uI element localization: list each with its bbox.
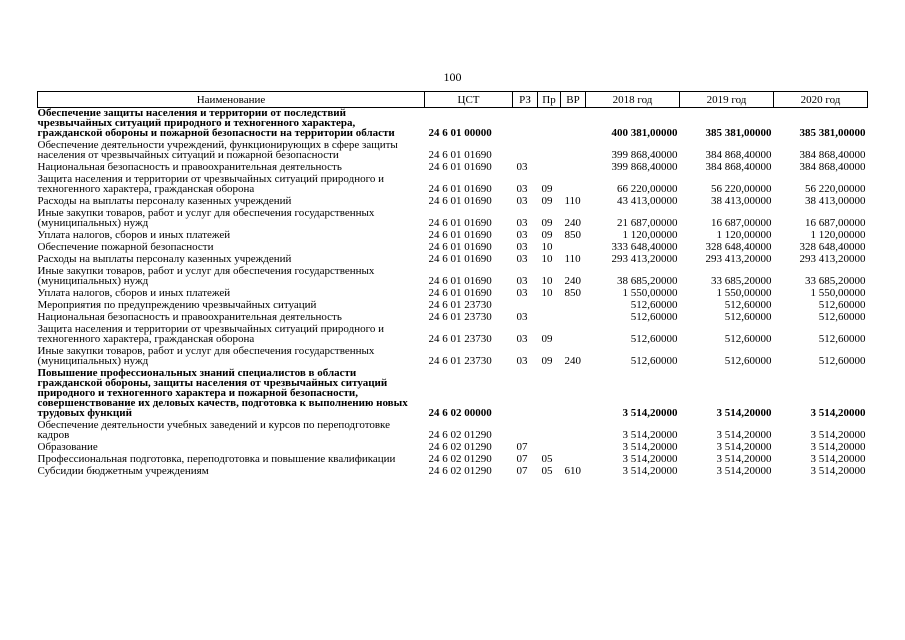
cell-cst: 24 6 02 00000 (428, 407, 492, 419)
cell-2018: 512,60000 (630, 333, 678, 345)
cell-vr (561, 174, 586, 196)
cell-name: Уплата налогов, сборов и иных платежей (37, 229, 231, 241)
cell-2018: 3 514,20000 (622, 441, 678, 453)
table-row (38, 266, 868, 288)
cell-pr: 09 (541, 355, 553, 367)
table-row (38, 346, 868, 368)
cell-2020: 3 514,20000 (810, 441, 866, 453)
cell-pr: 10 (541, 253, 553, 265)
cell-2019: 384 868,40000 (705, 161, 772, 173)
cell-vr (561, 324, 586, 346)
cell-rz: 03 (516, 229, 528, 241)
cell-name: Иные закупки товаров, работ и услуг для обеспечения государственных (муниципальных) нужд (37, 345, 375, 367)
cell-pr: 09 (541, 333, 553, 345)
cell-name: Повышение профессиональных знаний специалистов в области гражданской обороны, защиты населения от чрезвычайных ситуаций природного и техногенного характера и пожарной безопасности, совершенствование их деловых качеств, подготовка к выполнению новых трудовых функций (37, 367, 408, 419)
cell-2020: 3 514,20000 (810, 453, 866, 465)
cell-name: Обеспечение деятельности учреждений, функционирующих в сфере защиты населения от чрезвычайных ситуаций и пожарной безопасности (37, 139, 398, 161)
cell-2018: 43 413,00000 (617, 195, 678, 207)
cell-vr (561, 442, 586, 454)
cell-cst: 24 6 02 01290 (428, 465, 492, 477)
table-header-row (38, 92, 868, 108)
header-vr: ВР (561, 92, 586, 108)
cell-vr (561, 108, 586, 141)
header-cst: ЦСТ (425, 92, 513, 108)
cell-vr (561, 312, 586, 324)
cell-rz (513, 420, 538, 442)
cell-2018: 333 648,40000 (611, 241, 678, 253)
cell-pr (538, 140, 561, 162)
cell-2020: 3 514,20000 (810, 407, 866, 419)
cell-2020: 328 648,40000 (799, 241, 866, 253)
table-row (38, 324, 868, 346)
cell-name: Защита населения и территории от чрезвычайных ситуаций природного и техногенного характера, гражданская оборона (37, 173, 384, 195)
cell-vr: 610 (564, 465, 581, 477)
cell-2020: 512,60000 (818, 355, 866, 367)
cell-name: Обеспечение деятельности учебных заведений и курсов по переподготовке кадров (37, 419, 390, 441)
cell-2020: 38 413,00000 (805, 195, 866, 207)
cell-vr: 240 (564, 217, 581, 229)
cell-name: Обеспечение пожарной безопасности (37, 241, 214, 253)
cell-2018: 399 868,40000 (611, 161, 678, 173)
cell-2020: 384 868,40000 (799, 149, 866, 161)
cell-2019: 1 550,00000 (716, 287, 772, 299)
cell-pr (538, 162, 561, 174)
cell-cst: 24 6 01 01690 (428, 287, 492, 299)
cell-2020: 3 514,20000 (810, 465, 866, 477)
cell-rz: 03 (516, 333, 528, 345)
cell-cst: 24 6 02 01290 (428, 429, 492, 441)
cell-2020: 385 381,00000 (799, 127, 866, 139)
cell-cst: 24 6 01 23730 (428, 355, 492, 367)
cell-2019: 38 413,00000 (711, 195, 772, 207)
cell-cst: 24 6 01 01690 (428, 253, 492, 265)
cell-rz: 03 (516, 287, 528, 299)
cell-2020: 1 550,00000 (810, 287, 866, 299)
cell-rz: 03 (516, 311, 528, 323)
table-body (38, 108, 868, 479)
cell-pr: 09 (541, 195, 553, 207)
table-row (38, 108, 868, 141)
cell-name: Мероприятия по предупреждению чрезвычайных ситуаций (37, 299, 317, 311)
cell-2018: 399 868,40000 (611, 149, 678, 161)
cell-cst: 24 6 01 23730 (428, 299, 492, 311)
cell-2018: 512,60000 (630, 299, 678, 311)
cell-vr: 850 (564, 287, 581, 299)
cell-name: Уплата налогов, сборов и иных платежей (37, 287, 231, 299)
cell-2020: 512,60000 (818, 333, 866, 345)
cell-pr: 09 (541, 229, 553, 241)
cell-name: Профессиональная подготовка, переподготовка и повышение квалификации (37, 453, 396, 465)
cell-vr (561, 368, 586, 420)
cell-2019: 512,60000 (724, 299, 772, 311)
cell-cst: 24 6 01 01690 (428, 241, 492, 253)
cell-vr (561, 300, 586, 312)
cell-2019: 3 514,20000 (716, 429, 772, 441)
table-row (38, 174, 868, 196)
cell-name: Расходы на выплаты персоналу казенных учреждений (37, 195, 292, 207)
table-row (38, 466, 868, 478)
cell-2019: 3 514,20000 (716, 453, 772, 465)
cell-2020: 512,60000 (818, 299, 866, 311)
cell-2019: 56 220,00000 (711, 183, 772, 195)
cell-rz: 07 (516, 453, 528, 465)
cell-2019: 512,60000 (724, 355, 772, 367)
cell-rz: 03 (516, 241, 528, 253)
cell-2018: 3 514,20000 (622, 407, 678, 419)
cell-2020: 512,60000 (818, 311, 866, 323)
cell-2019: 328 648,40000 (705, 241, 772, 253)
cell-2020: 1 120,00000 (810, 229, 866, 241)
cell-pr (538, 312, 561, 324)
header-rz: РЗ (513, 92, 538, 108)
cell-cst: 24 6 02 01290 (428, 453, 492, 465)
cell-name: Образование (37, 441, 98, 453)
cell-2019: 385 381,00000 (705, 127, 772, 139)
cell-rz (513, 368, 538, 420)
table-row (38, 140, 868, 162)
cell-2018: 512,60000 (630, 355, 678, 367)
cell-2018: 512,60000 (630, 311, 678, 323)
cell-pr (538, 368, 561, 420)
cell-vr (561, 162, 586, 174)
cell-name: Расходы на выплаты персоналу казенных учреждений (37, 253, 292, 265)
cell-rz: 03 (516, 253, 528, 265)
cell-pr (538, 300, 561, 312)
cell-2018: 293 413,20000 (611, 253, 678, 265)
cell-vr: 850 (564, 229, 581, 241)
cell-cst: 24 6 01 23730 (428, 333, 492, 345)
cell-rz (513, 108, 538, 141)
cell-rz (513, 140, 538, 162)
cell-2018: 3 514,20000 (622, 429, 678, 441)
cell-rz: 07 (516, 441, 528, 453)
cell-pr: 10 (541, 287, 553, 299)
cell-2019: 3 514,20000 (716, 441, 772, 453)
cell-2018: 1 550,00000 (622, 287, 678, 299)
cell-cst: 24 6 01 01690 (428, 161, 492, 173)
cell-rz: 03 (516, 275, 528, 287)
cell-2019: 512,60000 (724, 333, 772, 345)
cell-2018: 3 514,20000 (622, 465, 678, 477)
cell-cst: 24 6 01 01690 (428, 183, 492, 195)
cell-rz: 03 (516, 217, 528, 229)
cell-2019: 3 514,20000 (716, 407, 772, 419)
cell-2019: 293 413,20000 (705, 253, 772, 265)
cell-pr: 10 (541, 275, 553, 287)
header-2018: 2018 год (586, 92, 680, 108)
cell-cst: 24 6 01 23730 (428, 311, 492, 323)
cell-vr: 110 (564, 253, 581, 265)
cell-2020: 293 413,20000 (799, 253, 866, 265)
cell-cst: 24 6 01 01690 (428, 229, 492, 241)
cell-cst: 24 6 01 00000 (428, 127, 492, 139)
cell-2018: 66 220,00000 (617, 183, 678, 195)
cell-2019: 1 120,00000 (716, 229, 772, 241)
cell-rz: 03 (516, 183, 528, 195)
cell-2020: 56 220,00000 (805, 183, 866, 195)
cell-vr: 240 (564, 355, 581, 367)
cell-2018: 21 687,00000 (617, 217, 678, 229)
cell-vr (561, 420, 586, 442)
cell-rz: 03 (516, 355, 528, 367)
cell-name: Иные закупки товаров, работ и услуг для обеспечения государственных (муниципальных) нужд (37, 207, 375, 229)
cell-2020: 384 868,40000 (799, 161, 866, 173)
cell-pr (538, 420, 561, 442)
page-number: 100 (443, 70, 462, 84)
cell-2020: 33 685,20000 (805, 275, 866, 287)
cell-2018: 3 514,20000 (622, 453, 678, 465)
cell-vr: 240 (564, 275, 581, 287)
cell-cst: 24 6 01 01690 (428, 195, 492, 207)
cell-2019: 3 514,20000 (716, 465, 772, 477)
cell-name: Национальная безопасность и правоохранительная деятельность (37, 311, 342, 323)
header-pr: Пр (538, 92, 561, 108)
cell-2019: 384 868,40000 (705, 149, 772, 161)
cell-pr (538, 108, 561, 141)
header-2020: 2020 год (774, 92, 868, 108)
cell-rz: 07 (516, 465, 528, 477)
header-name: Наименование (38, 92, 425, 108)
table-row (38, 368, 868, 420)
cell-name: Обеспечение защиты населения и территории от последствий чрезвычайных ситуаций природного и техногенного характера, гражданской обороны и пожарной безопасности на территории области (37, 107, 395, 139)
budget-table (37, 91, 868, 478)
cell-pr: 05 (541, 465, 553, 477)
cell-2019: 16 687,00000 (711, 217, 772, 229)
cell-2018: 400 381,00000 (611, 127, 678, 139)
cell-name: Национальная безопасность и правоохранительная деятельность (37, 161, 342, 173)
table-row (38, 208, 868, 230)
cell-vr (561, 140, 586, 162)
cell-rz: 03 (516, 161, 528, 173)
cell-2020: 3 514,20000 (810, 429, 866, 441)
cell-pr: 09 (541, 183, 553, 195)
cell-2020: 16 687,00000 (805, 217, 866, 229)
cell-cst: 24 6 01 01690 (428, 275, 492, 287)
cell-2018: 1 120,00000 (622, 229, 678, 241)
header-2019: 2019 год (680, 92, 774, 108)
cell-name: Иные закупки товаров, работ и услуг для обеспечения государственных (муниципальных) нужд (37, 265, 375, 287)
cell-2019: 33 685,20000 (711, 275, 772, 287)
cell-name: Субсидии бюджетным учреждениям (37, 465, 209, 477)
cell-vr: 110 (564, 195, 581, 207)
cell-cst: 24 6 01 01690 (428, 217, 492, 229)
cell-cst: 24 6 01 01690 (428, 149, 492, 161)
cell-name: Защита населения и территории от чрезвычайных ситуаций природного и техногенного характера, гражданская оборона (37, 323, 384, 345)
cell-pr: 05 (541, 453, 553, 465)
table-row (38, 420, 868, 442)
cell-2019: 512,60000 (724, 311, 772, 323)
cell-cst: 24 6 02 01290 (428, 441, 492, 453)
cell-2018: 38 685,20000 (617, 275, 678, 287)
cell-pr: 10 (541, 241, 553, 253)
cell-pr: 09 (541, 217, 553, 229)
cell-rz: 03 (516, 195, 528, 207)
